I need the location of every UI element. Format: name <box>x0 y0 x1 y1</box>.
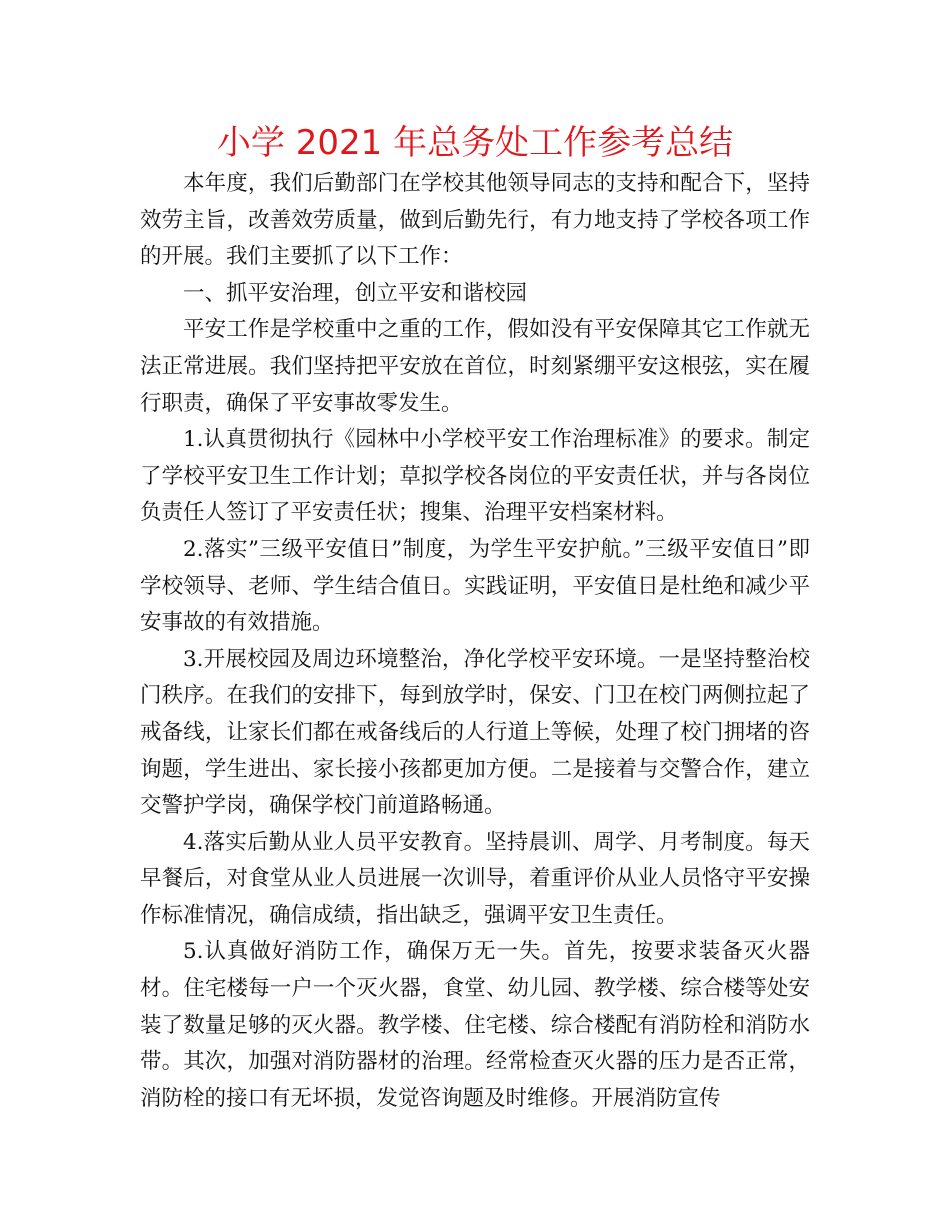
paragraph-item-3: 3.开展校园及周边环境整治，净化学校平安环境。一是坚持整治校门秩序。在我们的安排下，每到放学时，保安、门卫在校门两侧拉起了戒备线，让家长们都在戒备线后的人行道上等候，处理了校门拥堵的咨询题，学生进出、家长接小孩都更加方便。二是接着与交警合作，建立交警护学岗，确保学校门前道路畅通。 <box>140 646 810 819</box>
paragraph-item-4: 4.落实后勤从业人员平安教育。坚持晨训、周学、月考制度。每天早餐后，对食堂从业人员进展一次训导，着重评价从业人员恪守平安操作标准情况，确信成绩，指出缺乏，强调平安卫生责任。 <box>140 829 810 928</box>
paragraph-item-5: 5.认真做好消防工作，确保万无一失。首先，按要求装备灭火器材。住宅楼每一户一个灭火器，食堂、幼儿园、教学楼、综合楼等处安装了数量足够的灭火器。教学楼、住宅楼、综合楼配有消防栓和消防水带。其次，加强对消防器材的治理。经常检查灭火器的压力是否正常，消防栓的接口有无坏损，发觉咨询题及时维修。开展消防宣传 <box>140 939 810 1111</box>
paragraph-item-1: 1.认真贯彻执行《园林中小学校平安工作治理标准》的要求。制定了学校平安卫生工作计划；草拟学校各岗位的平安责任状，并与各岗位负责任人签订了平安责任状；搜集、治理平安档案材料。 <box>140 427 810 526</box>
paragraph-item-2: 2.落实”三级平安值日”制度，为学生平安护航。”三级平安值日”即学校领导、老师、学生结合值日。实践证明，平安值日是杜绝和减少平安事故的有效措施。 <box>140 536 810 636</box>
paragraph-intro: 本年度，我们后勤部门在学校其他领导同志的支持和配合下，坚持效劳主旨，改善效劳质量，做到后勤先行，有力地支持了学校各项工作的开展。我们主要抓了以下工作： <box>140 171 810 270</box>
document-body <box>140 166 810 1117</box>
paragraph-safety-overview: 平安工作是学校重中之重的工作，假如没有平安保障其它工作就无法正常进展。我们坚持把平安放在首位，时刻紧绷平安这根弦，实在履行职责，确保了平安事故零发生。 <box>140 317 810 416</box>
section-heading-1: 一、抓平安治理，创立平安和谐校园 <box>183 280 528 306</box>
document-title: 小学 2021 年总务处工作参考总结 <box>216 123 734 163</box>
